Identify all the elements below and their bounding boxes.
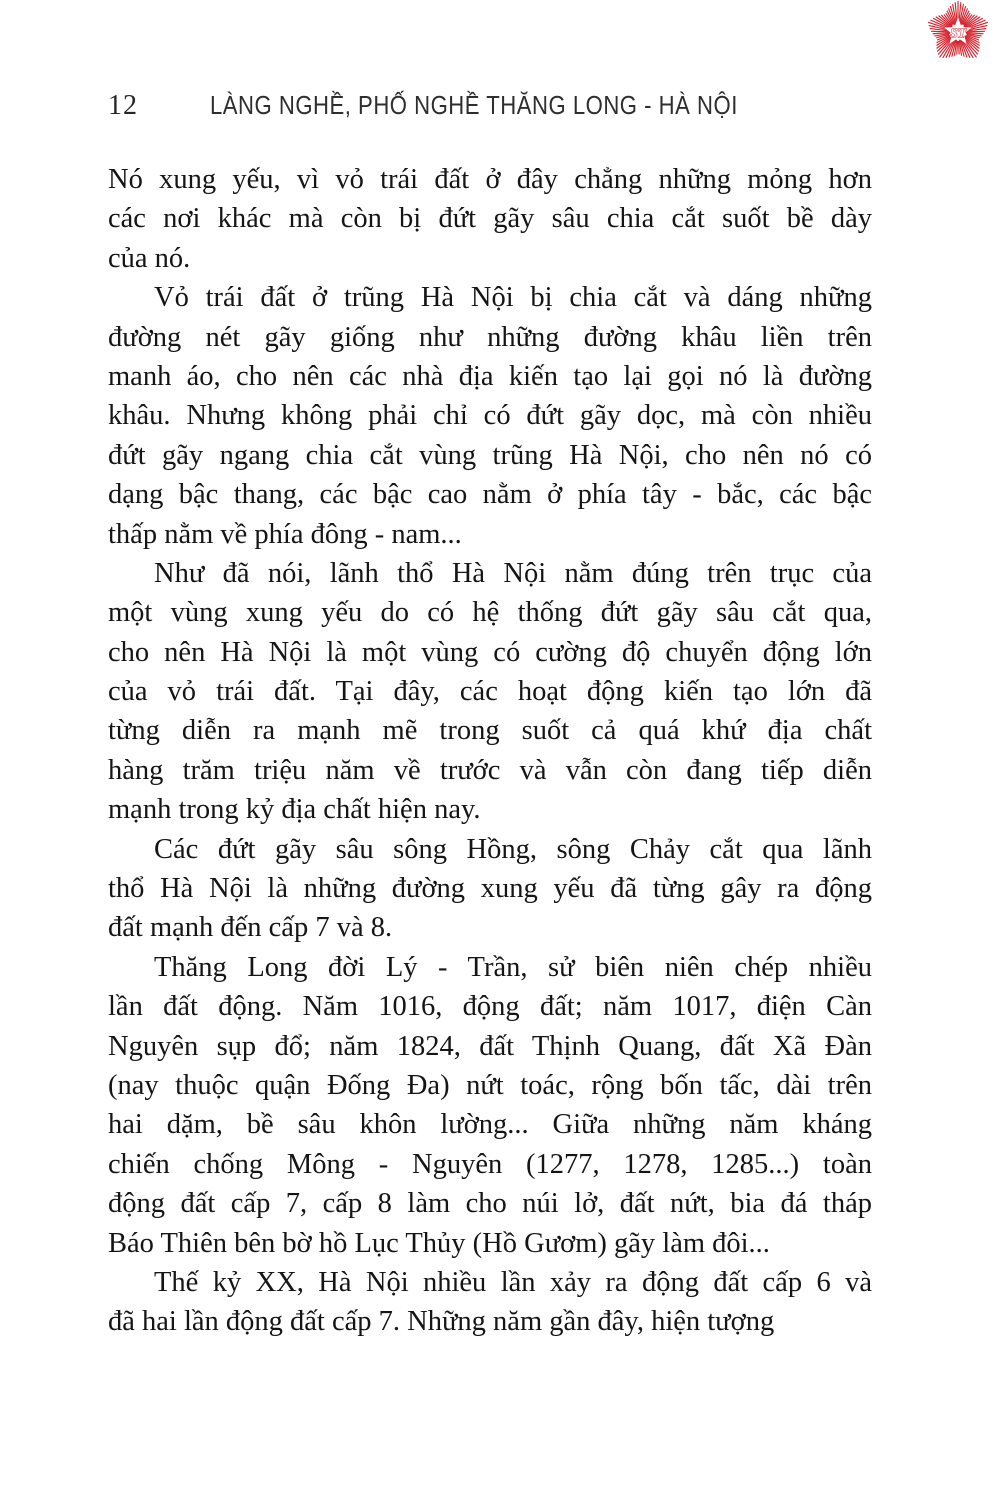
- text-line: động đất cấp 7, cấp 8 làm cho núi lở, đất nứt, bia đá tháp: [108, 1188, 872, 1220]
- text-line: của vỏ trái đất. Tại đây, các hoạt động kiến tạo lớn đã: [108, 676, 872, 708]
- text-line: (nay thuộc quận Đống Đa) nứt toác, rộng bốn tấc, dài trên: [108, 1069, 872, 1101]
- text-line: cho nên Hà Nội là một vùng có cường độ chuyển động lớn: [108, 636, 872, 668]
- text-line: lần đất động. Năm 1016, động đất; năm 1017, điện Càn: [108, 991, 872, 1023]
- text-line: khâu. Nhưng không phải chỉ có đứt gãy dọc, mà còn nhiều: [108, 400, 872, 432]
- text-line: Thăng Long đời Lý - Trần, sử biên niên chép nhiều: [154, 951, 872, 983]
- paragraph: [108, 554, 872, 830]
- text-line: một vùng xung yếu do có hệ thống đứt gãy sâu cắt qua,: [108, 597, 872, 629]
- text-line: các nơi khác mà còn bị đứt gãy sâu chia cắt suốt bề dày: [108, 203, 872, 235]
- paragraph: [108, 948, 872, 1263]
- text-line: mạnh trong kỷ địa chất hiện nay.: [108, 794, 481, 826]
- page-number: 12: [108, 90, 138, 121]
- text-line: Như đã nói, lãnh thổ Hà Nội nằm đúng trên trục của: [154, 557, 872, 589]
- text-line: Vỏ trái đất ở trũng Hà Nội bị chia cắt và dáng những: [154, 282, 872, 314]
- text-line: thấp nằm về phía đông - nam...: [108, 518, 462, 550]
- text-line: manh áo, cho nên các nhà địa kiến tạo lại gọi nó là đường: [108, 360, 872, 392]
- text-line: của nó.: [108, 242, 191, 274]
- paragraph: [108, 278, 872, 554]
- body-text: [108, 160, 872, 1342]
- text-line: Báo Thiên bên bờ hồ Lục Thủy (Hồ Gươm) gãy làm đôi...: [108, 1227, 770, 1259]
- text-line: đất mạnh đến cấp 7 và 8.: [108, 912, 393, 944]
- text-line: từng diễn ra mạnh mẽ trong suốt cả quá khứ địa chất: [108, 715, 872, 747]
- publisher-star-emblem-icon: [921, 1, 995, 67]
- text-line: đứt gãy ngang chia cắt vùng trũng Hà Nội, cho nên nó có: [108, 439, 872, 471]
- text-line: hàng trăm triệu năm về trước và vẫn còn đang tiếp diễn: [108, 754, 872, 786]
- text-line: chiến chống Mông - Nguyên (1277, 1278, 1285...) toàn: [108, 1148, 872, 1180]
- paragraph: [108, 160, 872, 278]
- text-line: Thế kỷ XX, Hà Nội nhiều lần xảy ra động đất cấp 6 và: [154, 1266, 872, 1298]
- text-line: hai dặm, bề sâu khôn lường... Giữa những năm kháng: [108, 1109, 872, 1141]
- logo-monogram: ST: [950, 25, 966, 41]
- text-line: Nguyên sụp đổ; năm 1824, đất Thịnh Quang, đất Xã Đàn: [108, 1030, 872, 1062]
- text-line: Các đứt gãy sâu sông Hồng, sông Chảy cắt qua lãnh: [154, 833, 872, 865]
- text-line: đã hai lần động đất cấp 7. Những năm gần đây, hiện tượng: [108, 1306, 775, 1338]
- page-header: [108, 90, 872, 122]
- text-line: dạng bậc thang, các bậc cao nằm ở phía tây - bắc, các bậc: [108, 479, 872, 511]
- paragraph: [108, 1263, 872, 1342]
- paragraph: [108, 830, 872, 948]
- text-line: thổ Hà Nội là những đường xung yếu đã từng gây ra động: [108, 873, 872, 905]
- text-line: Nó xung yếu, vì vỏ trái đất ở đây chẳng những mỏng hơn: [108, 164, 872, 195]
- running-title: LÀNG NGHỀ, PHỐ NGHỀ THĂNG LONG - HÀ NỘI: [210, 90, 738, 120]
- text-line: đường nét gãy giống như những đường khâu liền trên: [108, 321, 872, 353]
- publisher-logo: [921, 1, 995, 67]
